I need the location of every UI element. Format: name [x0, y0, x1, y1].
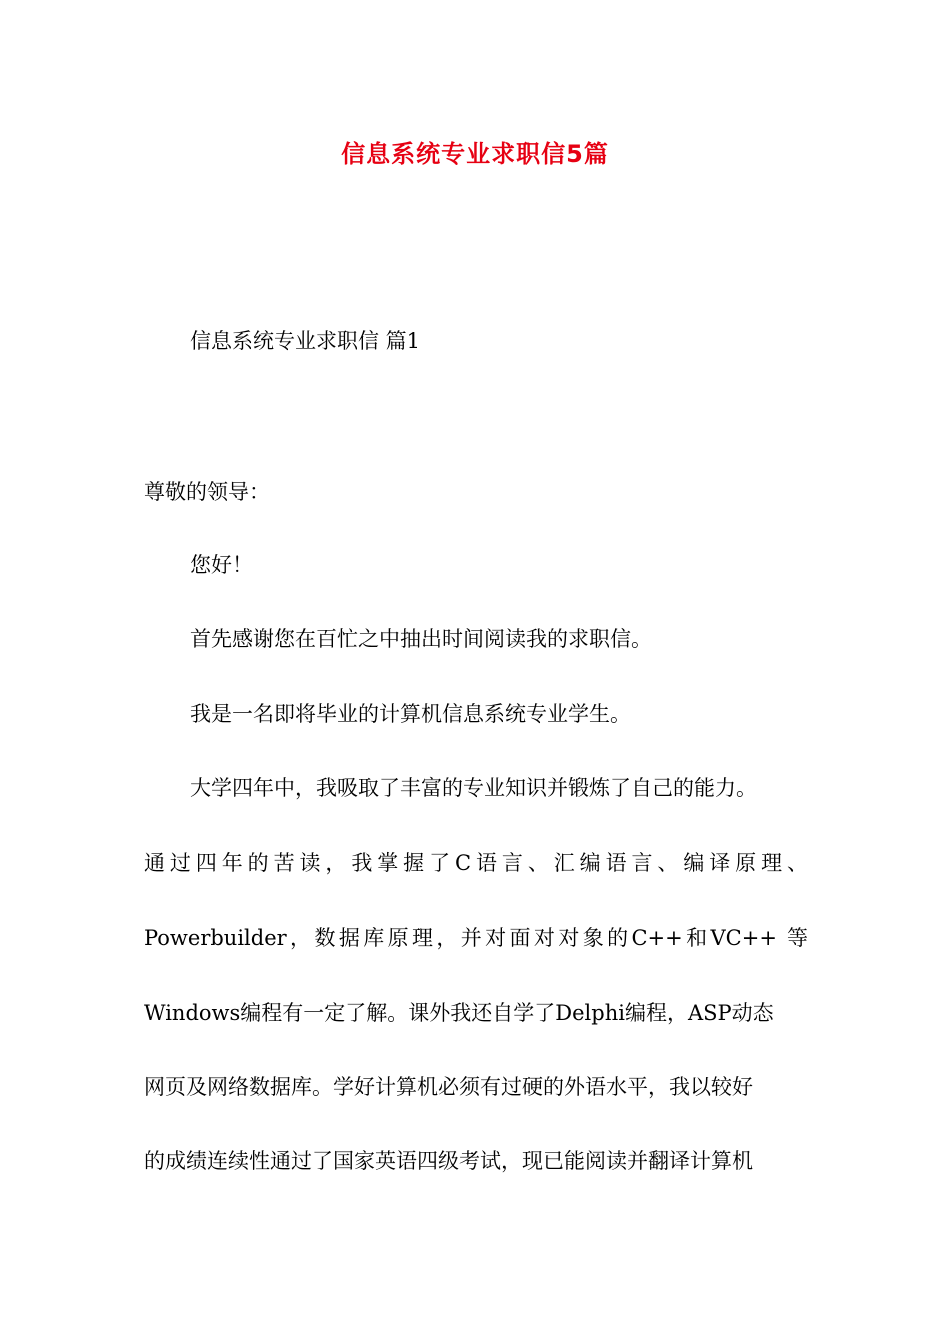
body-line: 网页及网络数据库。学好计算机必须有过硬的外语水平，我以较好 — [144, 1075, 753, 1099]
body-line: Windows编程有一定了解。课外我还自学了Delphi编程，ASP动态 — [144, 1001, 774, 1025]
body-line: 大学四年中，我吸取了丰富的专业知识并锻炼了自己的能力。 — [190, 776, 757, 800]
salutation: 尊敬的领导： — [144, 480, 270, 504]
body-line: 通过四年的苦读，我掌握了C语言、汇编语言、编译原理、 — [144, 851, 808, 875]
body-line: 的成绩连续性通过了国家英语四级考试，现已能阅读并翻译计算机 — [144, 1149, 753, 1173]
body-line: 首先感谢您在百忙之中抽出时间阅读我的求职信。 — [190, 627, 652, 651]
greeting: 您好！ — [190, 553, 253, 577]
body-line: Powerbuilder，数据库原理，并对面对对象的C++和VC++ 等 — [144, 926, 808, 950]
section-heading: 信息系统专业求职信 篇1 — [190, 329, 421, 353]
body-line: 我是一名即将毕业的计算机信息系统专业学生。 — [190, 702, 631, 726]
document-title: 信息系统专业求职信5篇 — [341, 140, 609, 168]
